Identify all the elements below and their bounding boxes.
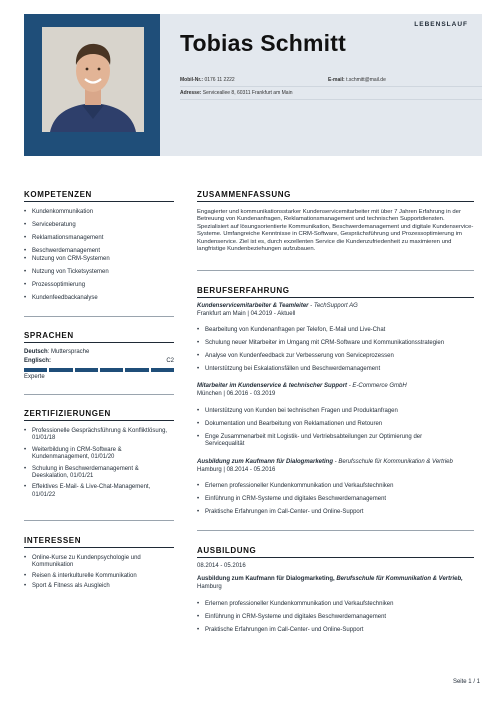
list-item: • Praktische Erfahrungen im Call-Center- und Online-Support bbox=[197, 509, 477, 516]
address-contact bbox=[180, 90, 292, 96]
interests-rule bbox=[24, 547, 174, 548]
skills-title: KOMPETENZEN bbox=[24, 190, 92, 199]
education-dates: 08.2014 - 05.2016 bbox=[197, 563, 246, 569]
list-item: • Praktische Erfahrungen im Call-Center- und Online-Support bbox=[197, 627, 477, 634]
level-segment bbox=[24, 368, 47, 372]
job2-list bbox=[197, 408, 477, 449]
education-list bbox=[197, 601, 477, 634]
summary-end-rule bbox=[197, 270, 474, 271]
address-value: Serviceallee 8, 60311 Frankfurt am Main bbox=[202, 90, 293, 96]
list-item: • Erlernen professioneller Kundenkommunikation und Verkaufstechniken bbox=[197, 483, 477, 490]
job3-heading bbox=[197, 459, 453, 466]
job2-meta: München | 06.2016 - 03.2019 bbox=[197, 391, 276, 397]
list-item: • Online-Kurse zu Kundenpsychologie und Kommunikation bbox=[24, 555, 174, 570]
person-name: Tobias Schmitt bbox=[180, 30, 346, 56]
list-item: • Prozessoptimierung bbox=[24, 282, 174, 289]
address-label: Adresse: bbox=[180, 90, 202, 96]
job1-heading bbox=[197, 303, 358, 310]
page-number: Seite 1 / 1 bbox=[452, 679, 480, 685]
job3-meta: Hamburg | 08.2014 - 05.2016 bbox=[197, 467, 276, 473]
document-label: LEBENSLAUF bbox=[414, 21, 468, 28]
job1-list bbox=[197, 327, 477, 373]
list-item: • Nutzung von CRM-Systemen bbox=[24, 256, 174, 263]
language-english-code: C2 bbox=[166, 358, 174, 364]
certifications-rule bbox=[24, 420, 174, 421]
list-item: • Unterstützung von Kunden bei technischen Fragen und Produktanfragen bbox=[197, 408, 477, 415]
experience-title: BERUFSERFAHRUNG bbox=[197, 286, 290, 295]
profile-photo bbox=[42, 27, 144, 132]
education-city: Hamburg bbox=[197, 584, 222, 590]
experience-end-rule bbox=[197, 530, 474, 531]
education-degree: Ausbildung zum Kaufmann für Dialogmarketing, bbox=[197, 576, 335, 582]
job1-title: Kundenservicemitarbeiter & Teamleiter bbox=[197, 303, 309, 309]
list-item: • Effektives E-Mail- & Live-Chat-Management, 01/01/22 bbox=[24, 484, 174, 499]
language-german-level: : Muttersprache bbox=[47, 349, 90, 355]
list-item: • Professionelle Gesprächsführung & Konfliktlösung, 01/01/18 bbox=[24, 428, 174, 443]
contact-divider bbox=[180, 86, 482, 87]
languages-rule bbox=[24, 342, 174, 343]
education-heading bbox=[197, 576, 477, 583]
email-value[interactable]: t.schmitt@mail.de bbox=[346, 77, 386, 83]
email-label: E-mail: bbox=[328, 77, 345, 83]
certifications-title: ZERTIFIZIERUNGEN bbox=[24, 409, 111, 418]
summary-text: Engagierter und kommunikationsstarker Kundenservicemitarbeiter mit über 7 Jahren Erfahrung in der Betreuung von Kundenanfragen, Reklamationsmanagement und technischen Supportdiensten. Spezialisiert auf lösungsorientierte Kommunikation, Beschwerdemanagement und digitale Kundenservice-Systeme. Umfangreiche Kenntnisse in CRM-Software, Gesprächsführung und Prozessoptimierung im Kundenservice. Ziel ist es, durch exzellenten Service die Kundenzufriedenheit zu maximieren und langfristige Kundenbeziehungen aufzubauen. bbox=[197, 209, 474, 253]
cv-header bbox=[0, 0, 500, 158]
summary-rule bbox=[197, 201, 474, 202]
job3-title: Ausbildung zum Kaufmann für Dialogmarketing bbox=[197, 459, 334, 465]
education-rule bbox=[197, 557, 474, 558]
certifications-list bbox=[24, 428, 174, 499]
list-item: • Weiterbildung in CRM-Software & Kundenmanagement, 01/01/20 bbox=[24, 447, 174, 462]
list-item: • Reklamationsmanagement bbox=[24, 235, 174, 242]
mobile-value: 0176 11 2222 bbox=[204, 77, 235, 83]
certifications-end-rule bbox=[24, 520, 174, 521]
experience-rule bbox=[197, 297, 474, 298]
list-item: • Bearbeitung von Kundenanfragen per Telefon, E-Mail und Live-Chat bbox=[197, 327, 477, 334]
level-segment bbox=[151, 368, 174, 372]
job3-company: - Berufsschule für Kommunikation & Vertrieb bbox=[333, 459, 453, 465]
list-item: • Enge Zusammenarbeit mit Logistik- und Vertriebsabteilungen zur Optimierung der Servicequalität bbox=[197, 434, 477, 449]
address-divider bbox=[180, 99, 482, 100]
mobile-label: Mobil-Nr.: bbox=[180, 77, 204, 83]
mobile-contact bbox=[180, 77, 235, 83]
list-item: • Analyse von Kundenfeedback zur Verbesserung von Serviceprozessen bbox=[197, 353, 477, 360]
list-item: • Kundenfeedbackanalyse bbox=[24, 295, 174, 302]
list-item: • Einführung in CRM-Systeme und digitales Beschwerdemanagement bbox=[197, 496, 477, 503]
profile-photo-image bbox=[42, 27, 144, 132]
languages-end-rule bbox=[24, 394, 174, 395]
language-german bbox=[24, 349, 89, 356]
list-item: • Beschwerdemanagement bbox=[24, 248, 174, 255]
list-item: • Schulung in Beschwerdemanagement & Deeskalation, 01/01/21 bbox=[24, 466, 174, 481]
language-english bbox=[24, 358, 174, 365]
skills-list bbox=[24, 209, 174, 303]
list-item: • Serviceberatung bbox=[24, 222, 174, 229]
job2-heading bbox=[197, 383, 407, 390]
education-title: AUSBILDUNG bbox=[197, 546, 257, 555]
level-segment bbox=[125, 368, 148, 372]
job1-company: - TechSupport AG bbox=[308, 303, 358, 309]
job3-list bbox=[197, 483, 477, 516]
list-item: • Unterstützung bei Eskalationsfällen und Beschwerdemanagement bbox=[197, 366, 477, 373]
list-item: • Schulung neuer Mitarbeiter im Umgang mit CRM-Software und Kommunikationsstrategien bbox=[197, 340, 477, 347]
language-english-name: Englisch: bbox=[24, 358, 52, 364]
list-item: • Nutzung von Ticketsystemen bbox=[24, 269, 174, 276]
level-segment bbox=[49, 368, 72, 372]
list-item: • Dokumentation und Bearbeitung von Reklamationen und Retouren bbox=[197, 421, 477, 428]
job1-meta: Frankfurt am Main | 04.2019 - Aktuell bbox=[197, 311, 296, 317]
education-school: Berufsschule für Kommunikation & Vertrieb, bbox=[334, 576, 463, 582]
list-item: • Einführung in CRM-Systeme und digitales Beschwerdemanagement bbox=[197, 614, 477, 621]
list-item: • Reisen & interkulturelle Kommunikation bbox=[24, 573, 174, 580]
languages-title: SPRACHEN bbox=[24, 331, 74, 340]
language-english-level-bar bbox=[24, 368, 174, 372]
list-item: • Sport & Fitness als Ausgleich bbox=[24, 583, 174, 590]
list-item: • Kundenkommunikation bbox=[24, 209, 174, 216]
summary-title: ZUSAMMENFASSUNG bbox=[197, 190, 291, 199]
interests-list bbox=[24, 555, 174, 591]
language-english-level: Experte bbox=[24, 374, 45, 380]
job2-title: Mitarbeiter im Kundenservice & technischer Support bbox=[197, 383, 348, 389]
skills-rule bbox=[24, 201, 174, 202]
email-contact bbox=[328, 77, 386, 83]
list-item: • Erlernen professioneller Kundenkommunikation und Verkaufstechniken bbox=[197, 601, 477, 608]
language-german-name: Deutsch bbox=[24, 349, 48, 355]
skills-end-rule bbox=[24, 316, 174, 317]
level-segment bbox=[100, 368, 123, 372]
interests-title: INTERESSEN bbox=[24, 536, 82, 545]
job2-company: - E-Commerce GmbH bbox=[347, 383, 407, 389]
level-segment bbox=[75, 368, 98, 372]
